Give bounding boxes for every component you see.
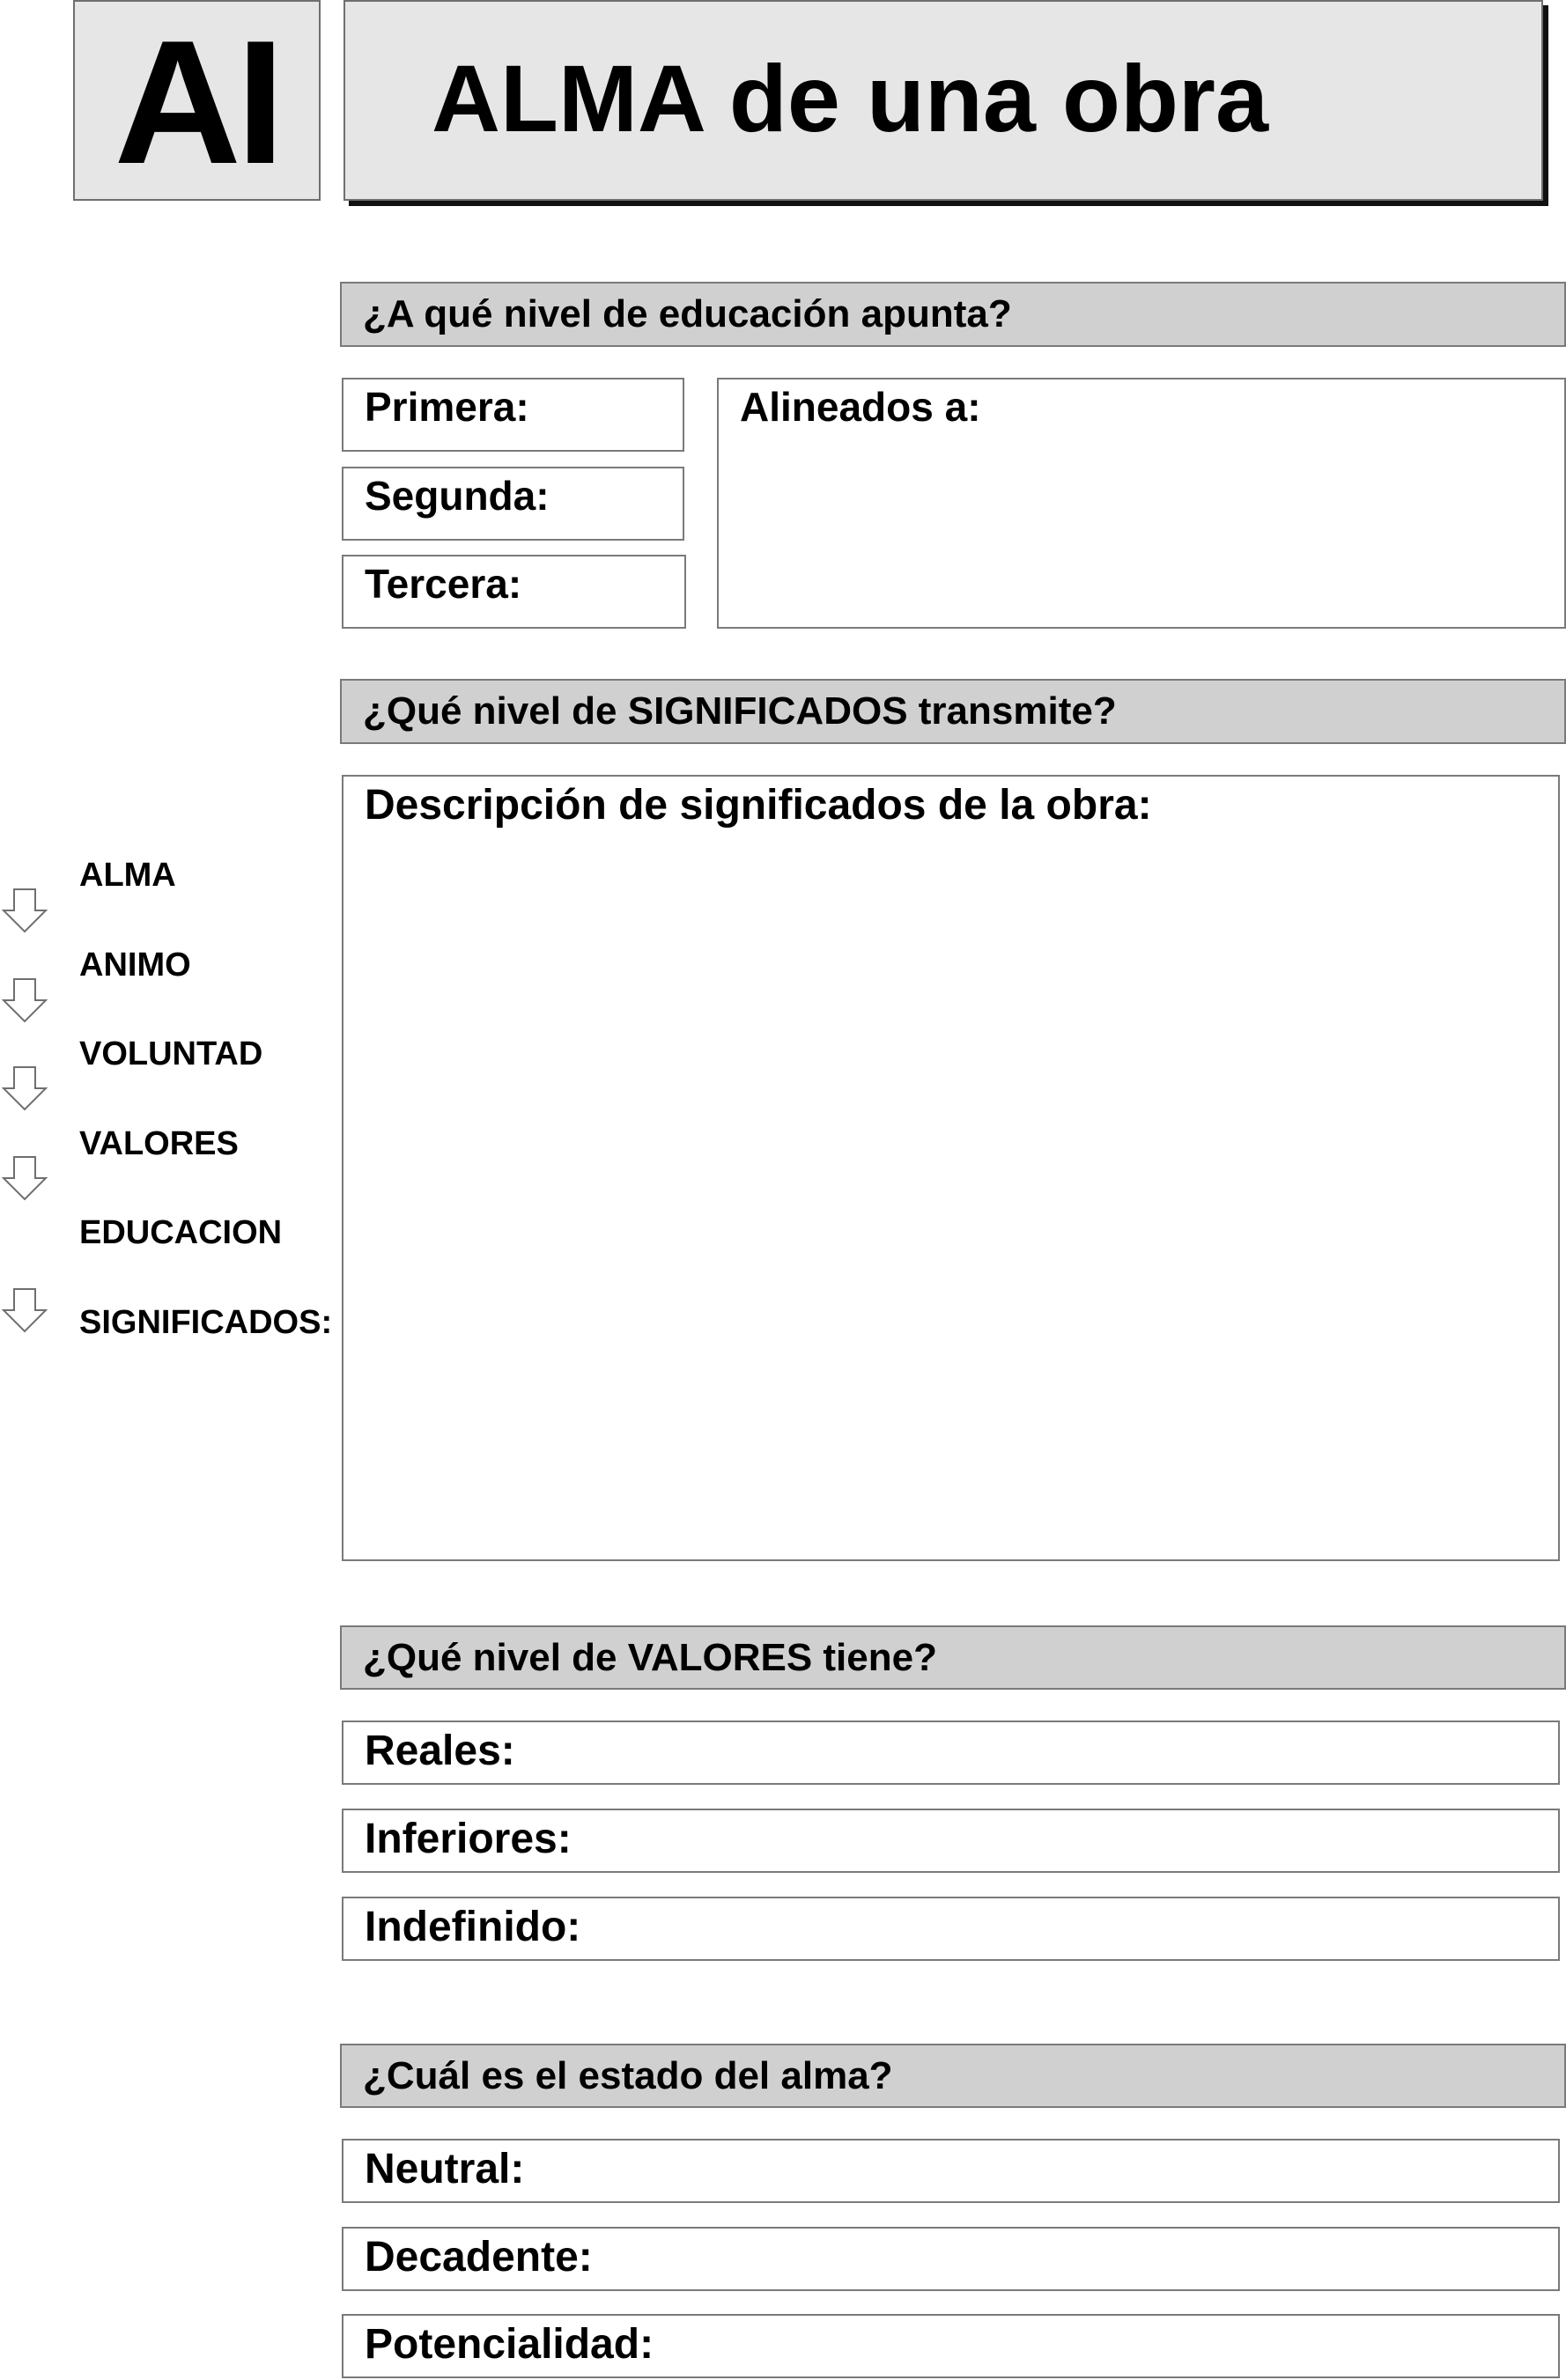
side-chain-label-significados: SIGNIFICADOS: bbox=[79, 1304, 333, 1341]
education-level-primera-field[interactable] bbox=[342, 378, 684, 452]
section-header-soul-state: ¿Cuál es el estado del alma? bbox=[340, 2044, 1566, 2108]
section-header-education: ¿A qué nivel de educación apunta? bbox=[340, 282, 1566, 347]
soul-state-potencialidad-field[interactable] bbox=[342, 2314, 1560, 2378]
meanings-description-label: Descripción de significados de la obra: bbox=[365, 782, 1152, 829]
down-arrow-icon bbox=[2, 1155, 48, 1201]
section-header-meanings: ¿Qué nivel de SIGNIFICADOS transmite? bbox=[340, 679, 1566, 744]
education-level-segunda-label: Segunda: bbox=[365, 473, 550, 519]
side-chain-label-alma: ALMA bbox=[79, 857, 176, 894]
title-banner bbox=[343, 0, 1543, 201]
logo-box bbox=[73, 0, 321, 201]
education-level-segunda-field[interactable] bbox=[342, 467, 684, 541]
side-chain-label-voluntad: VOLUNTAD bbox=[79, 1035, 263, 1072]
side-chain bbox=[0, 845, 335, 1356]
values-inferiores-field[interactable] bbox=[342, 1809, 1560, 1873]
section-header-values: ¿Qué nivel de VALORES tiene? bbox=[340, 1625, 1566, 1690]
education-level-tercera-field[interactable] bbox=[342, 555, 686, 629]
down-arrow-icon bbox=[2, 1065, 48, 1111]
values-inferiores-label: Inferiores: bbox=[365, 1816, 572, 1862]
aligned-to-field[interactable] bbox=[717, 378, 1566, 629]
side-chain-label-valores: VALORES bbox=[79, 1125, 239, 1162]
page-title: ALMA de una obra bbox=[432, 45, 1269, 151]
down-arrow-icon bbox=[2, 1287, 48, 1333]
values-reales-label: Reales: bbox=[365, 1728, 515, 1774]
soul-state-neutral-field[interactable] bbox=[342, 2139, 1560, 2203]
down-arrow-icon bbox=[2, 977, 48, 1023]
soul-state-neutral-label: Neutral: bbox=[365, 2146, 525, 2192]
down-arrow-icon bbox=[2, 888, 48, 933]
logo-text: AI bbox=[114, 4, 280, 201]
soul-state-decadente-field[interactable] bbox=[342, 2227, 1560, 2291]
side-chain-label-educacion: EDUCACION bbox=[79, 1214, 283, 1251]
values-indefinido-label: Indefinido: bbox=[365, 1904, 581, 1950]
values-reales-field[interactable] bbox=[342, 1721, 1560, 1785]
aligned-to-label: Alineados a: bbox=[740, 384, 981, 430]
values-indefinido-field[interactable] bbox=[342, 1897, 1560, 1961]
side-chain-label-animo: ANIMO bbox=[79, 947, 191, 984]
education-level-tercera-label: Tercera: bbox=[365, 561, 522, 607]
education-level-primera-label: Primera: bbox=[365, 384, 529, 430]
meanings-description-field[interactable] bbox=[342, 775, 1560, 1561]
soul-state-decadente-label: Decadente: bbox=[365, 2234, 593, 2281]
soul-state-potencialidad-label: Potencialidad: bbox=[365, 2321, 654, 2368]
